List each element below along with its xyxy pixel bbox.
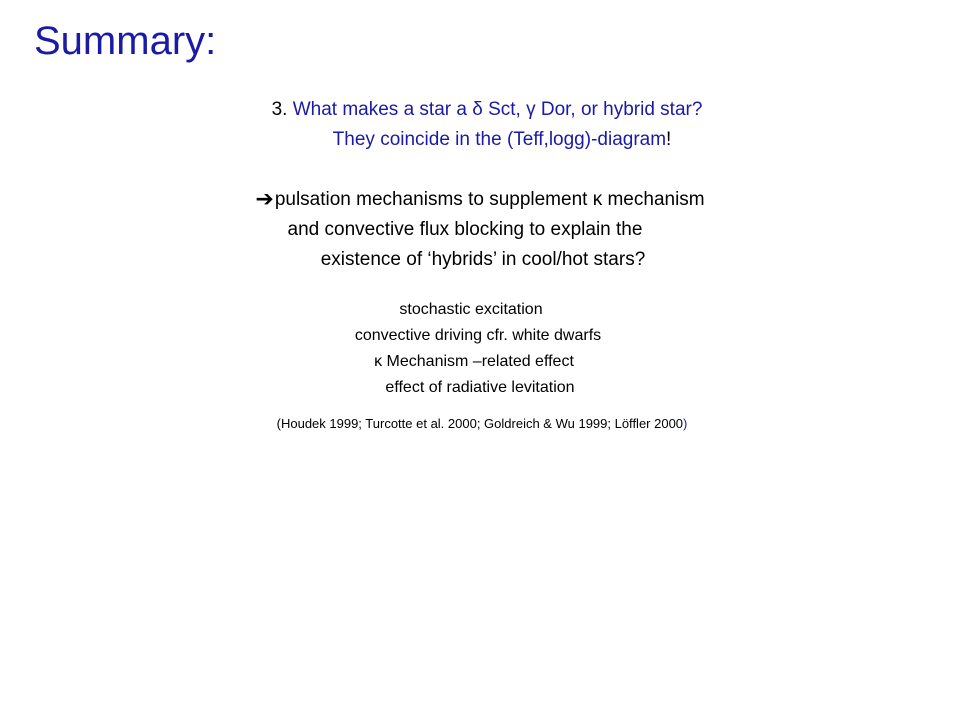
question-subtext-line (0, 125, 960, 155)
question-subtext-end: ! (666, 129, 672, 150)
implication-line-2: and convective flux blocking to explain the (287, 219, 643, 240)
question-text: What makes a star a δ Sct, γ Dor, or hybrid star? (292, 99, 703, 120)
mechanisms-list (0, 297, 960, 401)
mechanism-item: κ Mechanism –related effect (374, 353, 574, 370)
implication-text-1: pulsation mechanisms to supplement κ mechanism (274, 189, 705, 210)
slide-title: Summary: (34, 19, 217, 63)
question-line (0, 95, 960, 125)
mechanism-item: convective driving cfr. white dwarfs (354, 327, 602, 344)
references-open: ( (276, 416, 281, 431)
implication-line-1 (0, 184, 960, 215)
references-text: Houdek 1999; Turcotte et al. 2000; Goldreich & Wu 1999; Löffler 2000 (280, 416, 684, 431)
mechanism-item: stochastic excitation (399, 301, 543, 318)
references-close: ) (683, 416, 688, 431)
question-subtext: They coincide in the (Teff,logg)-diagram (332, 129, 667, 150)
mechanism-item: effect of radiative levitation (385, 379, 575, 396)
question-block (0, 95, 960, 155)
implication-block (0, 184, 960, 275)
references-line (0, 414, 960, 434)
right-arrow-icon: ➔ (255, 186, 274, 211)
implication-line-3: existence of ‘hybrids’ in cool/hot stars? (320, 249, 646, 270)
question-number: 3. (271, 99, 288, 120)
